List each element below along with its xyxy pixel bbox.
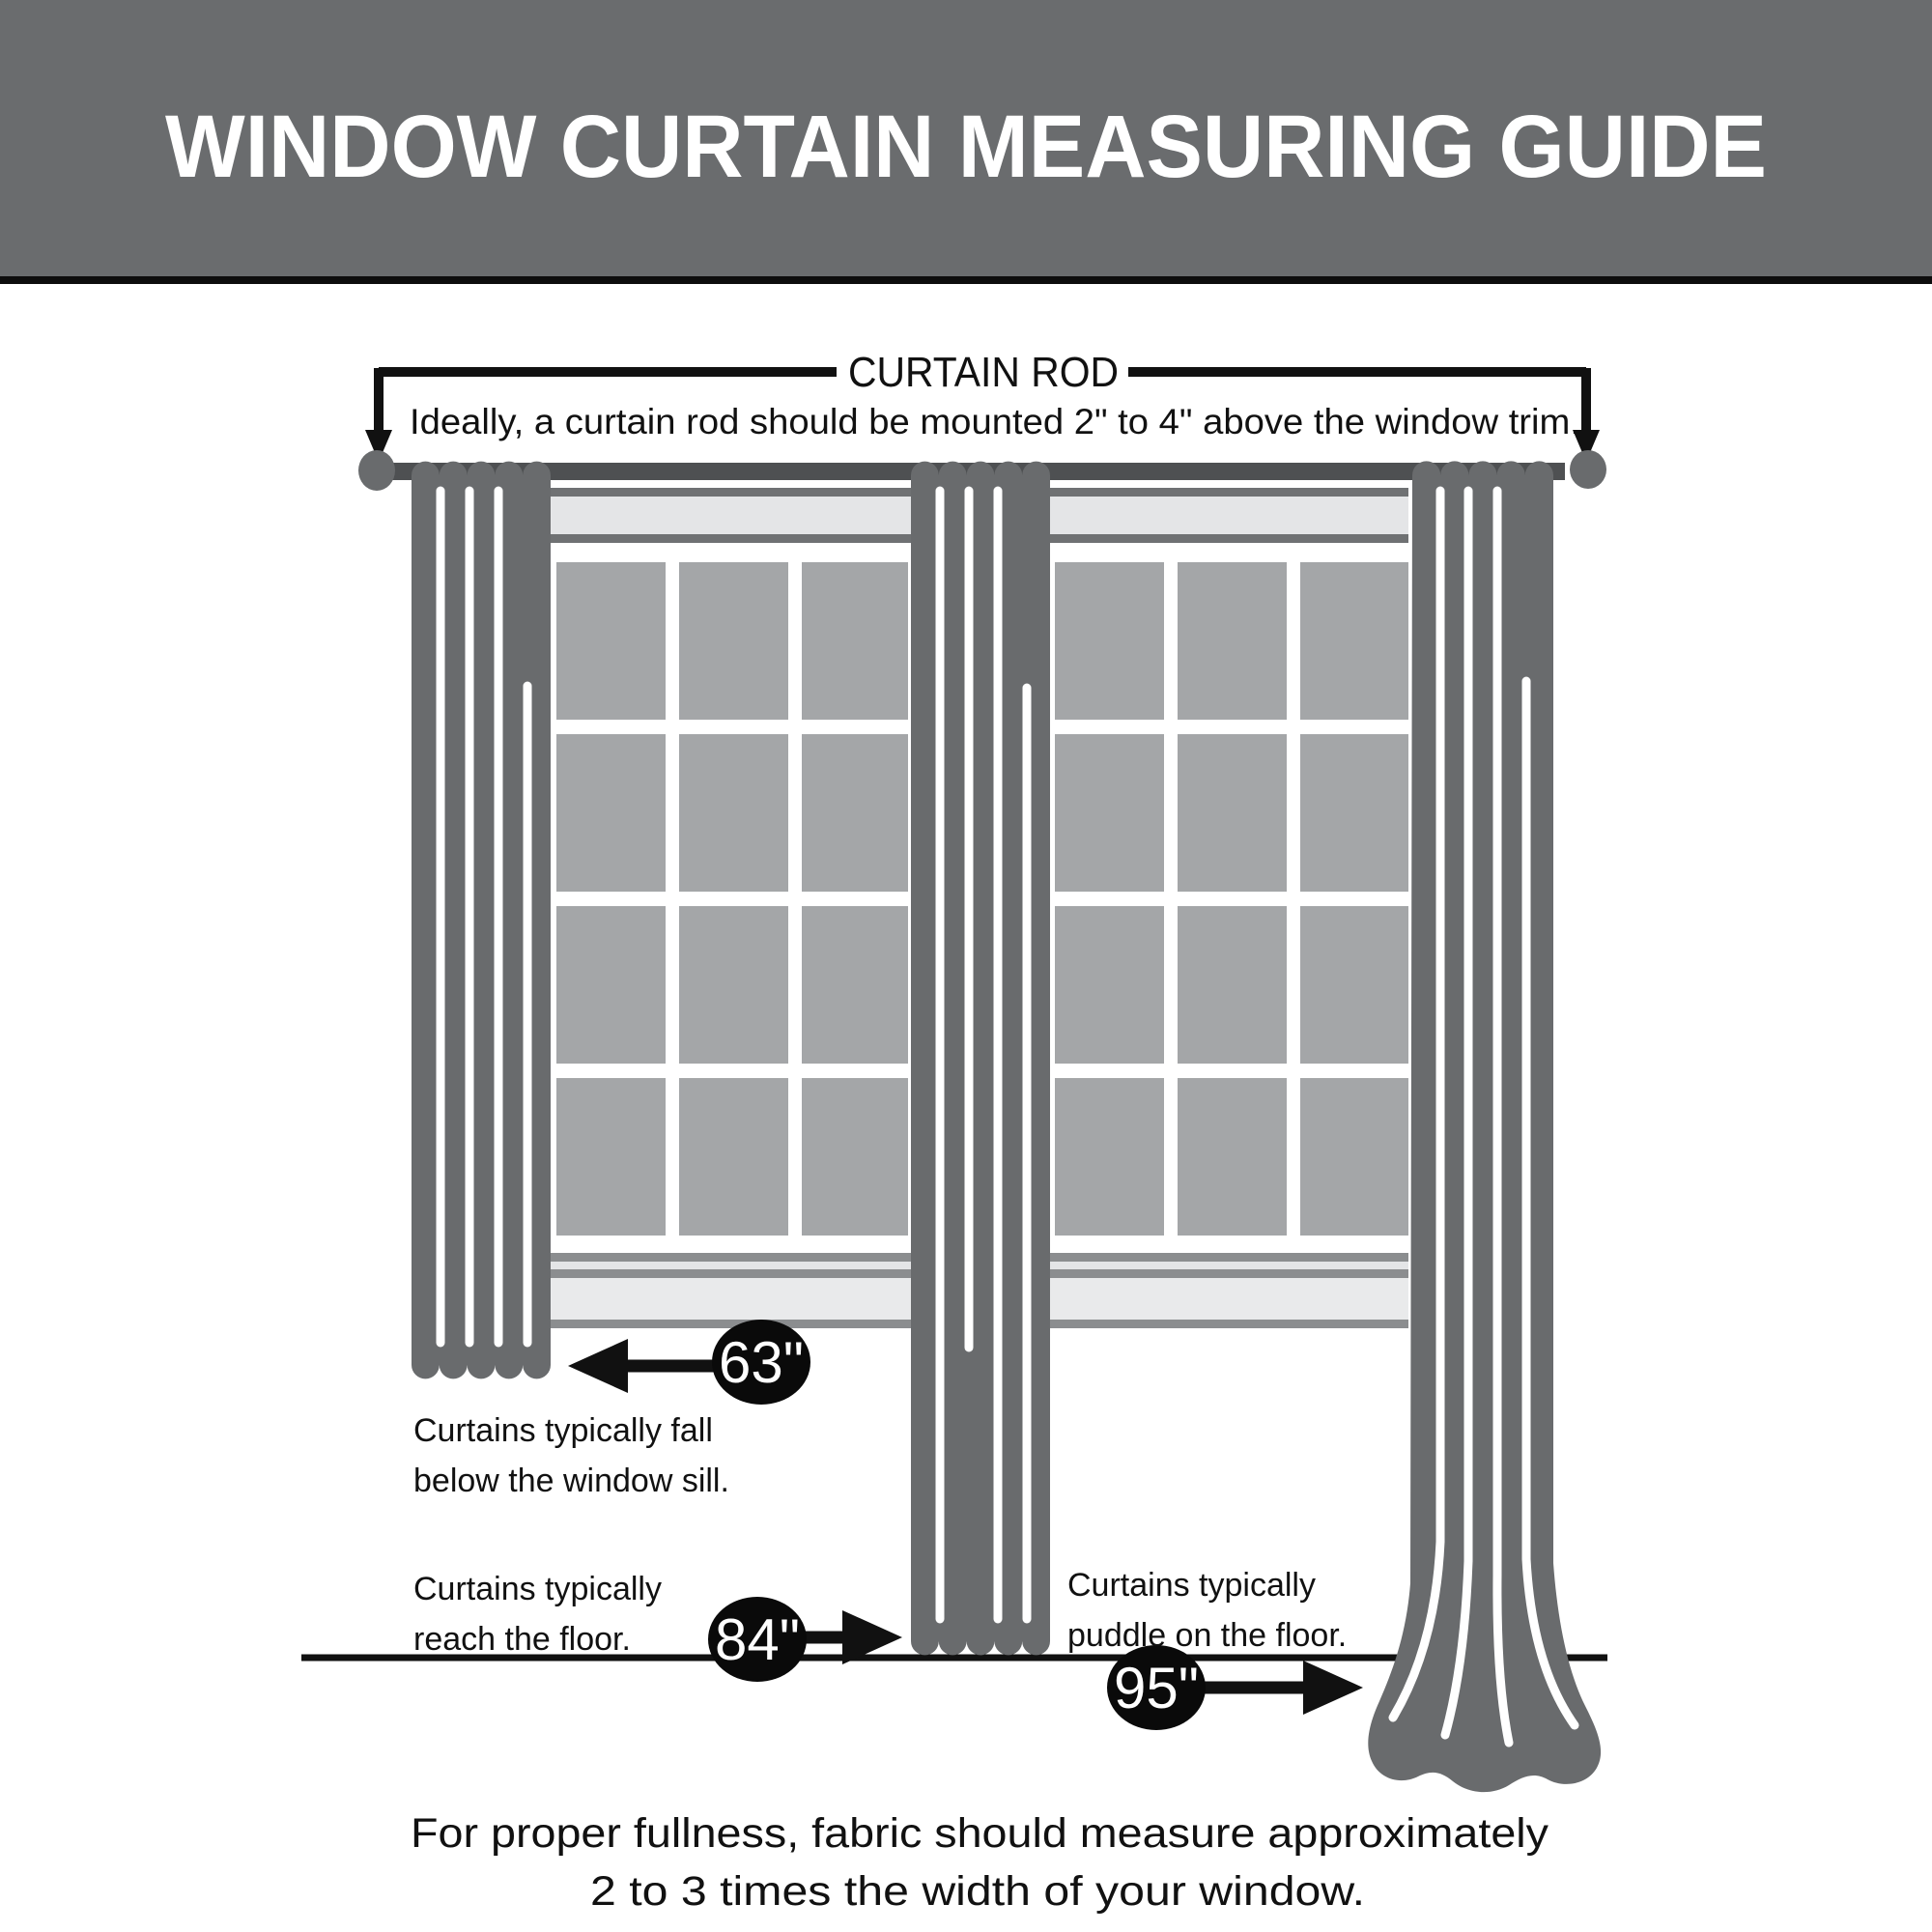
pane <box>679 1078 788 1236</box>
header-banner <box>0 0 1932 284</box>
pane <box>556 734 666 892</box>
pane <box>1178 906 1287 1064</box>
pane <box>679 562 788 720</box>
rod-callout-text <box>410 349 1580 441</box>
pane <box>556 562 666 720</box>
pane <box>679 906 788 1064</box>
puddle-note-line-1: Curtains typically <box>1067 1567 1316 1604</box>
pane <box>1300 734 1408 892</box>
pane <box>802 734 908 892</box>
measurement-95 <box>1067 1567 1363 1730</box>
pane <box>1300 562 1408 720</box>
floor-note-line-1: Curtains typically <box>413 1571 662 1607</box>
sill-note-line-1: Curtains typically fall <box>413 1412 713 1449</box>
footer-line-1: For proper fullness, fabric should measure approximately <box>411 1810 1549 1857</box>
pane <box>1055 906 1164 1064</box>
finial-right-icon <box>1570 450 1606 489</box>
finial-left-icon <box>358 450 395 491</box>
pane <box>802 906 908 1064</box>
pane <box>1055 1078 1164 1236</box>
right-arrow-icon <box>1303 1661 1363 1715</box>
curtain-rod-label: CURTAIN ROD <box>848 349 1119 396</box>
footer-line-2: 2 to 3 times the width of your window. <box>590 1868 1365 1915</box>
footer-note <box>411 1810 1549 1915</box>
pane <box>556 906 666 1064</box>
pane <box>1178 734 1287 892</box>
pane <box>802 1078 908 1236</box>
measurement-84 <box>413 1571 902 1682</box>
sill-note-line-2: below the window sill. <box>413 1463 729 1499</box>
pane <box>1300 906 1408 1064</box>
pane <box>1178 1078 1287 1236</box>
curtain-rod-note: Ideally, a curtain rod should be mounted 2" to 4" above the window trim. <box>410 402 1580 441</box>
page-title: WINDOW CURTAIN MEASURING GUIDE <box>165 98 1767 196</box>
floor-note-line-2: reach the floor. <box>413 1621 631 1658</box>
pane <box>679 734 788 892</box>
length-badge-63-label: 63" <box>718 1330 805 1395</box>
length-badge-84-label: 84" <box>714 1607 801 1672</box>
pane <box>1178 562 1287 720</box>
length-badge-95-label: 95" <box>1113 1656 1200 1720</box>
left-arrow-icon <box>568 1339 628 1393</box>
pane <box>1055 562 1164 720</box>
pane <box>1300 1078 1408 1236</box>
pane <box>802 562 908 720</box>
pane <box>556 1078 666 1236</box>
puddle-note-line-2: puddle on the floor. <box>1067 1617 1348 1654</box>
header-divider <box>0 276 1932 284</box>
pane <box>1055 734 1164 892</box>
